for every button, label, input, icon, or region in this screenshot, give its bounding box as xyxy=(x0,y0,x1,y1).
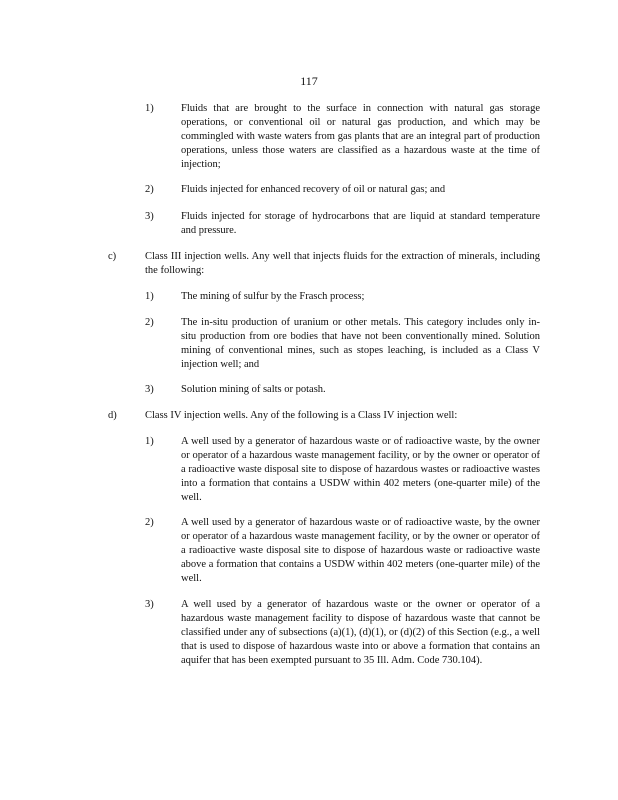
section-label: d) xyxy=(108,410,117,421)
section-text: Class IV injection wells. Any of the following is a Class IV injection well: xyxy=(145,410,458,421)
item-text: Fluids that are brought to the surface in connection with natural gas storage operations, or conventional oil or natural gas production, and which may be commingled with waste waters from gas plants that are an integral part of production operations, unless those waters are classified as a hazardous waste at the time of injection; xyxy=(181,103,540,170)
section-label: c) xyxy=(108,251,117,262)
page-number: 117 xyxy=(300,74,318,88)
item-label: 1) xyxy=(145,291,154,302)
item-label: 3) xyxy=(145,599,154,610)
item-text: A well used by a generator of hazardous waste or the owner or operator of a hazardous waste management facility to dispose of hazardous waste that cannot be classified under any of subsections (a)(1), (d)(1), or (d)(2) of this Section (e.g., a well that is used to dispose of hazardous waste into or above a formation that contains an aquifer that has been exempted pursuant to 35 Ill. Adm. Code 730.104). xyxy=(181,599,540,666)
item-label: 2) xyxy=(145,517,154,528)
item-text: Solution mining of salts or potash. xyxy=(181,384,326,395)
item-text: Fluids injected for enhanced recovery of oil or natural gas; and xyxy=(181,184,446,195)
item-label: 2) xyxy=(145,317,154,328)
section-text: Class III injection wells. Any well that injects fluids for the extraction of minerals, including the following: xyxy=(145,251,540,276)
item-label: 2) xyxy=(145,184,154,195)
item-label: 3) xyxy=(145,211,154,222)
item-label: 3) xyxy=(145,384,154,395)
item-text: A well used by a generator of hazardous waste or of radioactive waste, by the owner or operator of a hazardous waste management facility, or by the owner or operator of a radioactive waste disposal site to dispose of hazardous waste or radioactive waste above a formation that contains a USDW within 402 meters (one-quarter mile) of the well. xyxy=(181,517,540,584)
item-label: 1) xyxy=(145,103,154,114)
item-text: The in-situ production of uranium or other metals. This category includes only in-situ production from ore bodies that have not been conventionally mined. Solution mining of conventional mines, such as stopes leaching, is included as a Class V injection well; and xyxy=(181,317,540,370)
item-text: Fluids injected for storage of hydrocarbons that are liquid at standard temperature and pressure. xyxy=(181,211,540,236)
item-text: The mining of sulfur by the Frasch process; xyxy=(181,291,365,302)
item-text: A well used by a generator of hazardous waste or of radioactive waste, by the owner or operator of a hazardous waste management facility, or by the owner or operator of a radioactive waste disposal site to dispose of hazardous wastes or radioactive wastes into a formation that contains a USDW within 402 meters (one-quarter mile) of the well. xyxy=(181,436,540,503)
item-label: 1) xyxy=(145,436,154,447)
